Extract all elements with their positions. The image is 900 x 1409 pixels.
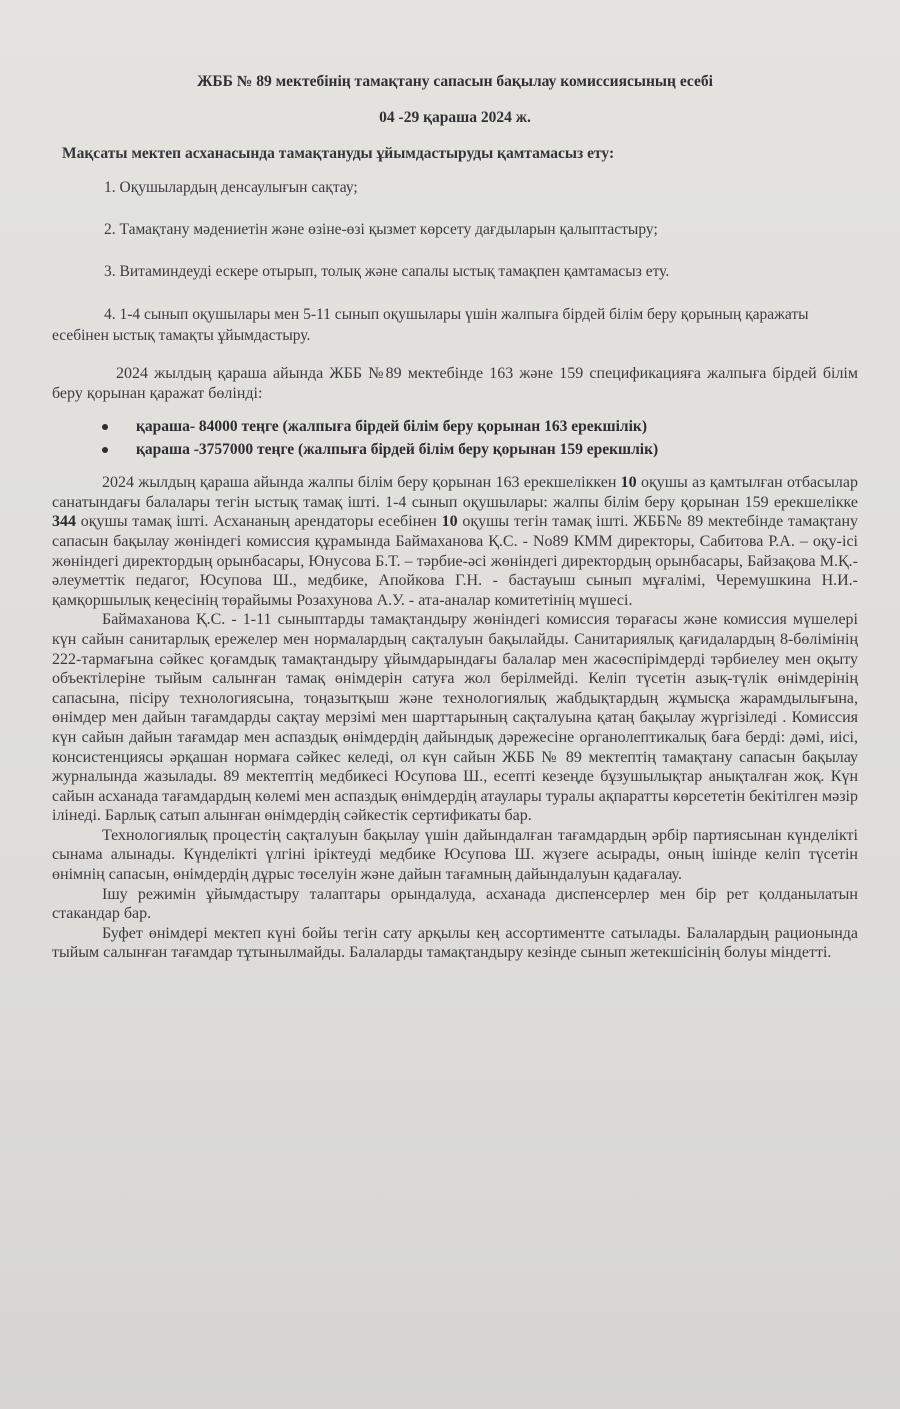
paragraph-drinking: Ішу режимін ұйымдастыру талаптары орындалуда, асханада диспенсерлер мен бір рет қолданылатын стакандар бар.	[52, 885, 858, 923]
text-run: оқушы аз қамтылған отбасылар санатындағы балалары тегін ыстық тамақ ішті. 1-4 сынып оқушылары: жалпы білім беру қорынан 159 ерекшелікке	[52, 474, 858, 511]
goal-item: 3. Витаминдеуді ескере отырып, толық және сапалы ыстық тамақпен қамтамасыз ету.	[104, 263, 670, 280]
goal-heading: Мақсаты мектеп асханасында тамақтануды ұйымдастыруды қамтамасыз ету:	[62, 145, 615, 162]
funding-item-text: қараша -3757000 теңге (жалпыға бірдей білім беру қорынан 159 ерекшлік)	[136, 441, 659, 459]
document-title: ЖББ № 89 мектебінің тамақтану сапасын бақылау комиссиясының есебі	[197, 73, 713, 90]
count-primary: 344	[52, 513, 76, 531]
goal-item: 4. 1-4 сынып оқушылары мен 5-11 сынып оқушылары үшін жалпыға бірдей білім беру қорының қаражаты есебінен ыстық тамақты ұйымдастыру.	[52, 306, 809, 344]
text-run: 2024 жылдың қараша айында жалпы білім беру қорынан 163 ерекшеліккен	[102, 474, 621, 492]
document-body	[52, 72, 858, 963]
text-run: оқушы тегін тамақ ішті. ЖББ№ 89 мектебінде тамақтану сапасын бақылау жөніндегі комиссия құрамында Баймаханова Қ.С. - No89 КММ директоры, Сабитова Р.А. – оқу-ісі жөніндегі директордың орынбасары, Юнусова Б.Т. – тәрбие-әсі жөніндегі директордың орынбасары, Байзақова М.Қ.-әлеуметтік педагог, Юсупова Ш., медбике, Апойкова Г.Н. - бастауыш сынып мұғалімі, Черемушкина Н.И.- қамқоршылық кеңесінің төрайымы Розахунова А.У. - ата-аналар комитетінің мүшесі.	[52, 513, 859, 609]
goal-item: 2. Тамақтану мәдениетін және өзіне-өзі қызмет көрсету дағдыларын қалыптастыру;	[104, 221, 658, 238]
paragraph-buffet: Буфет өнімдері мектеп күні бойы тегін сату арқылы кең ассортиментте сатылады. Балалардың рационында тыйым салынған тағамдар тұтынылмайды. Балаларды тамақтандыру кезінде сынып жетекшісінің болуы міндетті.	[52, 924, 858, 962]
bullet-icon	[102, 424, 108, 430]
funding-item	[98, 438, 858, 461]
funding-item	[98, 415, 858, 438]
paragraph-technology: Технологиялық процестің сақталуын бақылау үшін дайындалған тағамдардың әрбір партиясынан күнделікті сынама алынады. Күнделікті үлгіні іріктеуді медбике Юсупова Ш. жүзеге асырады, оның ішінде келіп түсетін өнімнің сапасын, өнімдердің дұрыс төселуін және дайын тағамның дайындалуын қадағалау.	[52, 826, 858, 884]
count-low-income: 10	[620, 474, 637, 492]
report-body	[52, 473, 858, 963]
funding-list	[98, 415, 858, 461]
goals-list	[52, 178, 858, 346]
paragraph-commission: Баймаханова Қ.С. - 1-11 сыныптарды тамақтандыру жөніндегі комиссия төрағасы және комиссия мүшелері күн сайын санитарлық ережелер мен нормалардың сақталуын бақылайды. Санитариялық қағидалардың 8-бөлімінің 222-тармағына сәйкес қоғамдық тамақтандыру ұйымдарындағы балалар мен жасөспірімдерді тәрбиелеу мен оқыту объектілеріне тыйым салынған тамақ өнімдерін сатуға жол берілмейді. Келіп түсетін азық-түлік өнімдерінің сапасына, пісіру технологиясына, тоңазытқыш және технологиялық жабдықтардың жұмысқа жарамдылығына, өнімдер мен дайын тағамдарды сақтау мерзімі мен шарттарының сақталуына қатаң бақылау жүргізіледі . Комиссия күн сайын дайын тағамдар мен аспаздық өнімдердің дайындық дәрежесіне органолептикалық баға берді: дәмі, иісі, консистенциясы әрқашан нормаға сәйкес келеді, ол күн сайын ЖББ № 89 мектептің тамақтану сапасын бақылау журналында жазылады. 89 мектептің медбикесі Юсупова Ш., есепті кезеңде бұзушылықтар анықталған жоқ. Күн сайын асханада тағамдардың көлемі мен аспаздық өнімдердің атаулары туралы ақпаратты көрсететін бекітілген мәзір ілінеді. Барлық сатып алынған өнімдердің сәйкестік сертификаты бар.	[52, 611, 858, 825]
paragraph-meals	[52, 473, 858, 610]
count-tenant: 10	[441, 513, 458, 531]
text-run: оқушы тамақ ішті. Асхананың арендаторы есебінен	[76, 513, 442, 531]
funding-intro: 2024 жылдың қараша айында ЖББ №89 мектебінде 163 және 159 спецификацияға жалпыға бірдей білім беру қорынан қаражат бөлінді:	[52, 365, 858, 402]
bullet-icon	[102, 447, 108, 453]
document-period: 04 -29 қараша 2024 ж.	[379, 109, 531, 126]
goal-item: 1. Оқушылардың денсаулығын сақтау;	[104, 179, 358, 196]
funding-item-text: қараша- 84000 теңге (жалпыға бірдей білім беру қорынан 163 ерекшілік)	[136, 418, 648, 436]
